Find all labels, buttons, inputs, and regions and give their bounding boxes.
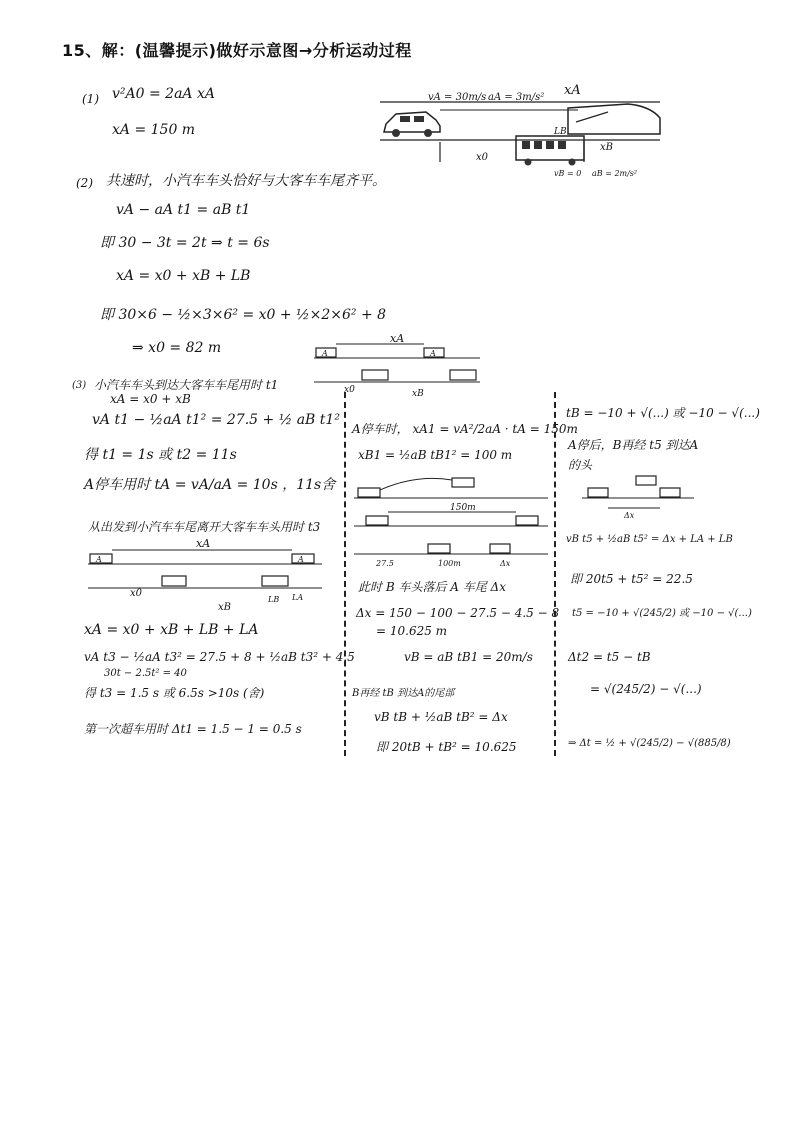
fig3b-la: LA xyxy=(292,593,304,602)
fig1-a-car: aA = 3m/s² xyxy=(488,92,545,103)
fig1-a-bus: aB = 2m/s² xyxy=(592,169,638,178)
figure1-sketch xyxy=(378,78,678,188)
svg-text:A: A xyxy=(322,349,328,358)
fig3b-xa: xA xyxy=(196,537,211,550)
col2-fig-dx: Δx xyxy=(500,559,511,568)
fig3b-x0: x0 xyxy=(130,588,143,599)
part3-eq2: 得 t1 = 1s 或 t2 = 11s xyxy=(84,447,237,463)
part2-eq3: xA = x0 + xB + LB xyxy=(116,268,251,284)
col3-l8: = √(245/2) − √(...) xyxy=(590,682,702,696)
fig1-v-car: vA = 30m/s xyxy=(428,92,487,103)
col3-l7: Δt2 = t5 − tB xyxy=(568,650,651,664)
part2-eq4: 即 30×6 − ½×3×6² = x0 + ½×2×6² + 8 xyxy=(100,307,387,323)
col2-l7: B再经 tB 到达A的尾部 xyxy=(352,688,455,699)
col2-fig-275: 27.5 xyxy=(376,559,394,568)
fig3b-lb: LB xyxy=(268,595,280,604)
col2-l5: = 10.625 m xyxy=(376,624,448,638)
part3-heading2: 从出发到小汽车车尾离开大客车车头用时 t3 xyxy=(88,520,321,534)
fig3a-xb: xB xyxy=(412,389,424,399)
col3-l5: 即 20t5 + t5² = 22.5 xyxy=(570,572,693,586)
car-icon xyxy=(384,112,440,137)
col3-l9: ⇒ Δt = ½ + √(245/2) − √(885/8) xyxy=(568,738,731,749)
figure-col2-sketch xyxy=(352,470,552,570)
part3-heading: 小汽车车头到达大客车车尾用时 t1 xyxy=(94,378,279,392)
part3-sub: xA = x0 + xB xyxy=(110,392,191,406)
problem-title: 15、解：(温馨提示)做好示意图→分析运动过程 xyxy=(62,41,412,60)
part2-marker: (2) xyxy=(76,176,93,190)
fig3a-x0: x0 xyxy=(344,385,355,395)
col2-l4: Δx = 150 − 100 − 27.5 − 4.5 − 8 xyxy=(356,606,560,620)
col2-l3: 此时 B 车头落后 A 车尾 Δx xyxy=(358,580,506,594)
fig3a-xa: xA xyxy=(390,332,405,345)
fig1-xa-label: xA xyxy=(564,83,581,98)
col2-l1: A停车时， xA1 = vA²/2aA · tA = 150m xyxy=(352,422,578,436)
part3-marker: (3) xyxy=(72,380,87,391)
col3-fig-dx: Δx xyxy=(624,511,635,520)
col3-l2: A停后，B再经 t5 到达A xyxy=(568,438,699,452)
figure3a-sketch xyxy=(310,330,490,400)
col3-l4: vB t5 + ½aB t5² = Δx + LA + LB xyxy=(566,534,733,545)
part3-eq5: vA t3 − ½aA t3² = 27.5 + 8 + ½aB t3² + 4.5 xyxy=(84,650,355,664)
part1-marker: (1) xyxy=(82,92,99,106)
train-icon xyxy=(568,104,660,134)
part3-eq4: xA = x0 + xB + LB + LA xyxy=(84,622,259,638)
part2-eq2: 即 30 − 3t = 2t ⇒ t = 6s xyxy=(100,235,270,251)
part3-eq3: A停车用时 tA = vA/aA = 10s ，11s舍 xyxy=(84,477,336,493)
col2-l8: vB tB + ½aB tB² = Δx xyxy=(374,710,508,724)
col3-l6: t5 = −10 + √(245/2) 或 −10 − √(...) xyxy=(572,608,752,619)
column-divider-2 xyxy=(554,392,556,756)
col2-fig-100: 100m xyxy=(438,559,461,568)
svg-text:A: A xyxy=(298,555,304,564)
figure3b-sketch xyxy=(86,536,326,616)
fig1-lb-label: LB xyxy=(554,127,567,137)
svg-text:A: A xyxy=(430,349,436,358)
part3-eq7: 得 t3 = 1.5 s 或 6.5s >10s (舍) xyxy=(84,686,265,700)
part3-eq8: 第一次超车用时 Δt1 = 1.5 − 1 = 0.5 s xyxy=(84,722,302,736)
fig1-x0-label: x0 xyxy=(476,152,489,163)
part2-eq5: ⇒ x0 = 82 m xyxy=(132,340,222,356)
part2-eq1: vA − aA t1 = aB t1 xyxy=(116,202,251,218)
figure-col3-sketch xyxy=(580,472,700,524)
part1-line2: xA = 150 m xyxy=(112,122,196,138)
part1-line1: v²A0 = 2aA xA xyxy=(112,86,215,102)
part3-eq1: vA t1 − ½aA t1² = 27.5 + ½ aB t1² xyxy=(92,412,340,428)
fig1-xb-label: xB xyxy=(600,142,613,153)
col2-l9: 即 20tB + tB² = 10.625 xyxy=(376,740,517,754)
part2-heading: 共速时，小汽车车头恰好与大客车车尾齐平。 xyxy=(106,173,386,189)
svg-text:A: A xyxy=(96,555,102,564)
part3-eq6: 30t − 2.5t² = 40 xyxy=(104,668,187,679)
col3-l3: 的头 xyxy=(568,458,593,472)
col2-l6: vB = aB tB1 = 20m/s xyxy=(404,650,533,664)
col3-l1: tB = −10 + √(...) 或 −10 − √(...) xyxy=(566,406,760,420)
fig1-v-bus: vB = 0 xyxy=(554,169,582,178)
col2-l2: xB1 = ½aB tB1² = 100 m xyxy=(358,448,513,462)
fig3b-xb: xB xyxy=(218,602,231,613)
col2-fig-150: 150m xyxy=(450,503,476,513)
column-divider-1 xyxy=(344,392,346,756)
